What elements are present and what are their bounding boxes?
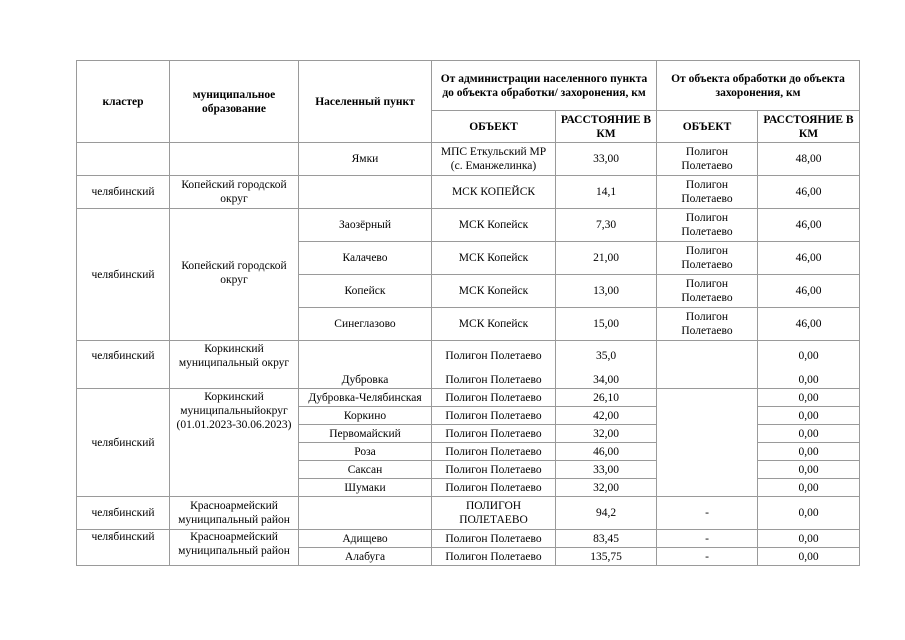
object-cell: ПОЛИГОН ПОЛЕТАЕВО [432,497,556,530]
object-cell: МСК КОПЕЙСК [432,176,556,209]
settlement-cell: Алабуга [299,548,432,566]
distance2-cell: 46,00 [758,275,860,308]
distance2-cell: 0,00 [758,372,860,389]
header-municipality: муниципальное образование [170,61,299,143]
object2-cell: - [657,530,758,548]
object2-cell: Полигон Полетаево [657,275,758,308]
header-settlement: Населенный пункт [299,61,432,143]
distance-cell: 15,00 [556,308,657,341]
cluster-cell: челябинский [77,389,170,497]
settlement-cell: Заозёрный [299,209,432,242]
settlement-cell: Адищево [299,530,432,548]
distance2-cell: 0,00 [758,389,860,407]
municipality-cell: Копейский городской округ [170,176,299,209]
distance2-cell: 0,00 [758,341,860,372]
distance-cell: 21,00 [556,242,657,275]
settlement-cell: Калачево [299,242,432,275]
object2-cell: - [657,497,758,530]
municipality-cell: Коркинский муниципальныйокруг (01.01.2023-30.06.2023) [170,389,299,497]
distance-cell: 35,0 [556,341,657,372]
distance-cell: 94,2 [556,497,657,530]
object-cell: Полигон Полетаево [432,341,556,372]
settlement-cell: Дубровка-Челябинская [299,389,432,407]
object-cell: МСК Копейск [432,275,556,308]
distance-cell: 83,45 [556,530,657,548]
object-cell: Полигон Полетаево [432,389,556,407]
municipality-cell [170,143,299,176]
municipality-cell: Копейский городской округ [170,209,299,341]
object-cell: МСК Копейск [432,308,556,341]
distance-cell: 14,1 [556,176,657,209]
distance-cell: 42,00 [556,407,657,425]
distance2-cell: 48,00 [758,143,860,176]
object-cell: МПС Еткульский МР (с. Еманжелинка) [432,143,556,176]
table-row [77,389,860,407]
municipality-cell: Красноармейский муниципальный район [170,530,299,566]
object2-cell: Полигон Полетаево [657,242,758,275]
object2-cell: Полигон Полетаево [657,143,758,176]
header-cluster: кластер [77,61,170,143]
cluster-cell: челябинский [77,530,170,566]
table-row [77,497,860,530]
municipality-cell: Коркинский муниципальный округ [170,341,299,372]
object-cell: МСК Копейск [432,242,556,275]
municipality-cell [170,372,299,389]
distance2-cell: 0,00 [758,548,860,566]
distance2-cell: 0,00 [758,425,860,443]
settlement-cell: Шумаки [299,479,432,497]
table-row [77,209,860,242]
object2-cell: Полигон Полетаево [657,308,758,341]
distance-cell: 26,10 [556,389,657,407]
table-row [77,530,860,548]
cluster-cell: челябинский [77,497,170,530]
distance2-cell: 46,00 [758,176,860,209]
settlement-cell [299,497,432,530]
header-distance: РАССТОЯНИЕ В КМ [556,111,657,143]
distance2-cell: 0,00 [758,497,860,530]
object-cell: МСК Копейск [432,209,556,242]
object2-cell: - [657,548,758,566]
settlement-cell: Ямки [299,143,432,176]
distance2-cell: 0,00 [758,407,860,425]
table-row [77,176,860,209]
object-cell: Полигон Полетаево [432,548,556,566]
cluster-cell: челябинский [77,209,170,341]
header-object-2: ОБЪЕКТ [657,111,758,143]
object-cell: Полигон Полетаево [432,372,556,389]
object-cell: Полигон Полетаево [432,461,556,479]
settlement-cell: Первомайский [299,425,432,443]
object2-cell [657,341,758,389]
header-distance-2: РАССТОЯНИЕ В КМ [758,111,860,143]
distance2-cell: 0,00 [758,461,860,479]
distance2-cell: 46,00 [758,209,860,242]
object2-cell [657,389,758,497]
object2-cell: Полигон Полетаево [657,209,758,242]
distance2-cell: 46,00 [758,308,860,341]
cluster-cell: челябинский [77,176,170,209]
settlement-cell [299,176,432,209]
distance2-cell: 46,00 [758,242,860,275]
distance-cell: 13,00 [556,275,657,308]
header-row-1 [77,61,860,111]
object-cell: Полигон Полетаево [432,425,556,443]
settlement-cell: Коркино [299,407,432,425]
header-group-admin: От администрации населенного пункта до объекта обработки/ захоронения, км [432,61,657,111]
municipality-cell: Красноармейский муниципальный район [170,497,299,530]
distance-cell: 32,00 [556,479,657,497]
table-row [77,341,860,372]
distance2-cell: 0,00 [758,443,860,461]
object-cell: Полигон Полетаево [432,479,556,497]
distance-cell: 7,30 [556,209,657,242]
object-cell: Полигон Полетаево [432,407,556,425]
settlement-cell: Дубровка [299,372,432,389]
distance2-cell: 0,00 [758,479,860,497]
distance-cell: 135,75 [556,548,657,566]
header-object: ОБЪЕКТ [432,111,556,143]
settlement-cell: Синеглазово [299,308,432,341]
distance-cell: 33,00 [556,143,657,176]
distance2-cell: 0,00 [758,530,860,548]
distance-cell: 34,00 [556,372,657,389]
settlement-cell [299,341,432,372]
cluster-cell [77,143,170,176]
cluster-cell: челябинский [77,341,170,389]
distance-cell: 32,00 [556,425,657,443]
header-group-processing: От объекта обработки до объекта захоронения, км [657,61,860,111]
distance-cell: 46,00 [556,443,657,461]
settlement-cell: Копейск [299,275,432,308]
settlement-cell: Саксан [299,461,432,479]
distance-table [76,60,860,566]
distance-cell: 33,00 [556,461,657,479]
object-cell: Полигон Полетаево [432,443,556,461]
object2-cell: Полигон Полетаево [657,176,758,209]
settlement-cell: Роза [299,443,432,461]
object-cell: Полигон Полетаево [432,530,556,548]
table-row [77,143,860,176]
